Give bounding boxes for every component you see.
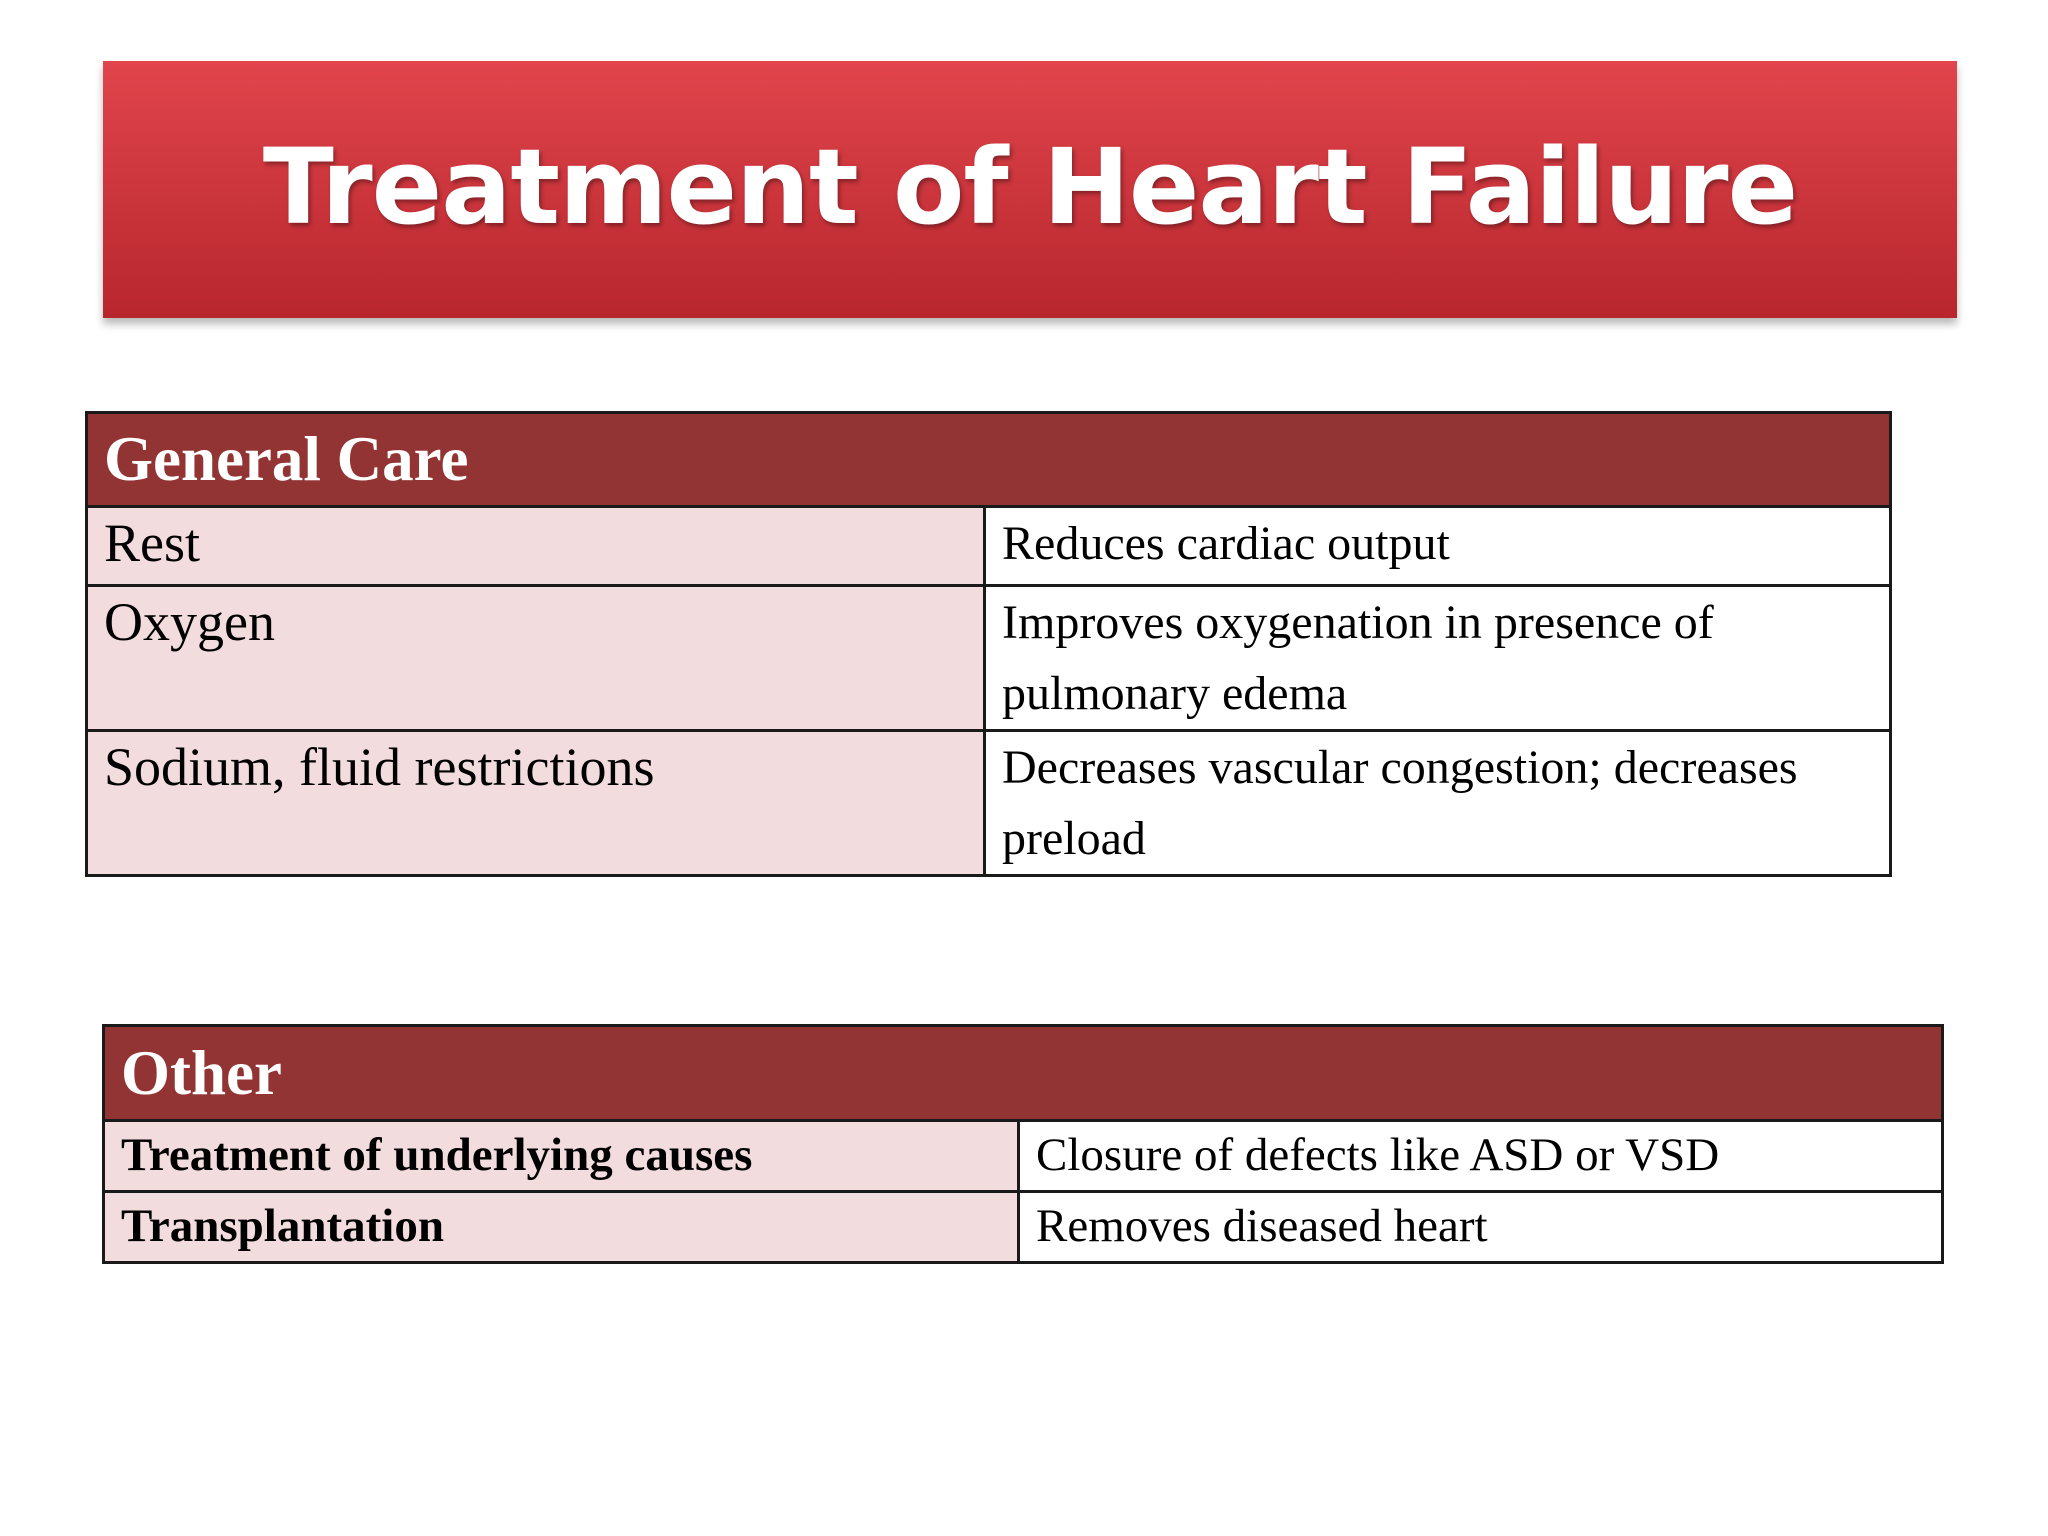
table-row bbox=[104, 1121, 1943, 1192]
other-header: Other bbox=[104, 1026, 1943, 1121]
table-header-row bbox=[87, 413, 1891, 507]
table-row bbox=[104, 1192, 1943, 1263]
treatment-item: Oxygen bbox=[87, 586, 985, 731]
table-row bbox=[87, 731, 1891, 876]
treatment-effect: Reduces cardiac output bbox=[985, 507, 1891, 586]
treatment-effect: Improves oxygenation in presence of pulmonary edema bbox=[985, 586, 1891, 731]
treatment-effect: Removes diseased heart bbox=[1019, 1192, 1943, 1263]
table-row bbox=[87, 507, 1891, 586]
treatment-effect: Decreases vascular congestion; decreases preload bbox=[985, 731, 1891, 876]
treatment-item: Sodium, fluid restrictions bbox=[87, 731, 985, 876]
other-treatment-table bbox=[102, 1024, 1944, 1264]
table-header-row bbox=[104, 1026, 1943, 1121]
treatment-item: Rest bbox=[87, 507, 985, 586]
treatment-item: Transplantation bbox=[104, 1192, 1019, 1263]
treatment-item: Treatment of underlying causes bbox=[104, 1121, 1019, 1192]
slide-title: Treatment of Heart Failure bbox=[262, 125, 1798, 248]
general-care-header: General Care bbox=[87, 413, 1891, 507]
general-care-table bbox=[85, 411, 1892, 877]
table-row bbox=[87, 586, 1891, 731]
treatment-effect: Closure of defects like ASD or VSD bbox=[1019, 1121, 1943, 1192]
title-banner bbox=[103, 61, 1957, 318]
